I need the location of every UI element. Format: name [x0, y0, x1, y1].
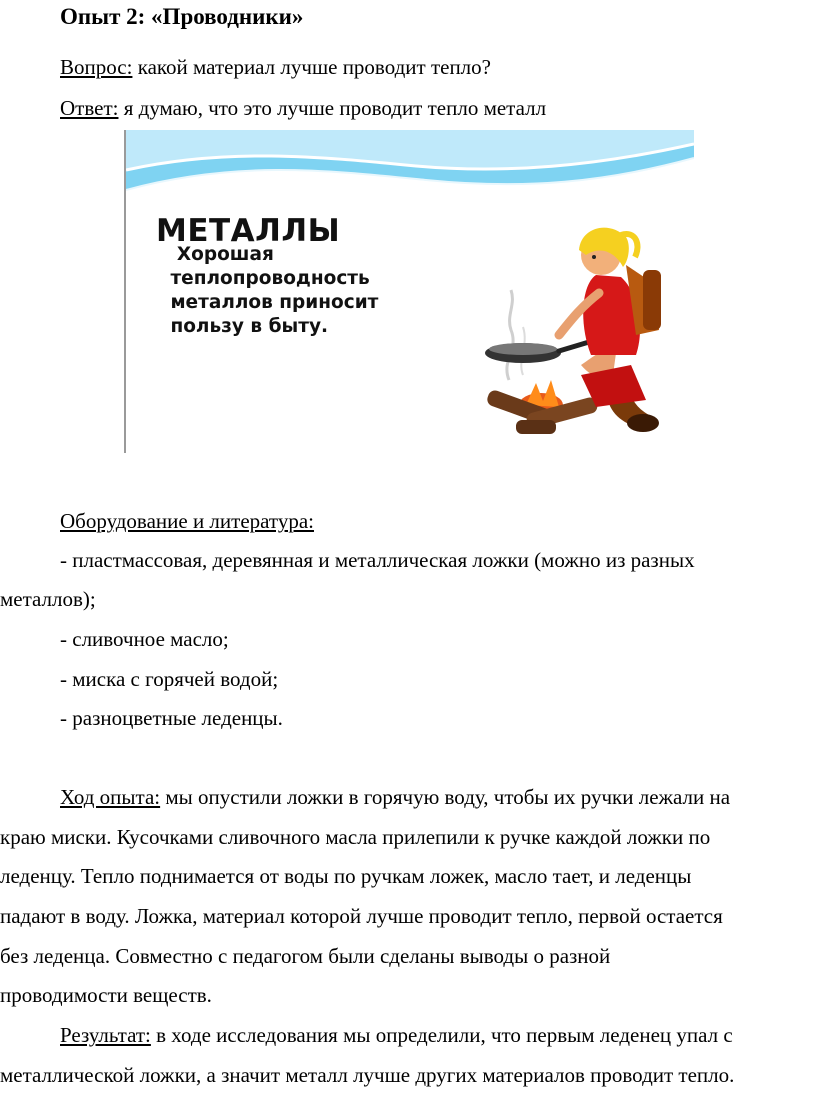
question-label: Вопрос:	[60, 55, 133, 79]
equipment-heading: Оборудование и литература:	[60, 509, 314, 533]
procedure-line	[60, 785, 730, 810]
answer-line	[60, 96, 546, 121]
question-text: какой материал лучше проводит тепло?	[132, 55, 491, 79]
slide-line: металлов приносит	[164, 292, 379, 313]
slide-title: МЕТАЛЛЫ	[156, 213, 341, 249]
result-line	[60, 1023, 733, 1048]
procedure-text: мы опустили ложки в горячую воду, чтобы их ручки лежали на	[160, 785, 731, 809]
equipment-item: - миска с горячей водой;	[60, 667, 279, 691]
result-label: Результат:	[60, 1023, 151, 1047]
slide-text	[164, 243, 378, 339]
question-line	[60, 55, 491, 80]
answer-label: Ответ:	[60, 96, 119, 120]
equipment-item: металлов);	[0, 587, 96, 611]
result-line: металлической ложки, а значит металл лучше других материалов проводит тепло.	[0, 1063, 735, 1087]
slide-line: теплопроводность	[164, 268, 370, 289]
procedure-line: падают в воду. Ложка, материал которой лучше проводит тепло, первой остается	[0, 904, 723, 928]
equipment-item: - разноцветные леденцы.	[60, 706, 283, 730]
result-text: в ходе исследования мы определили, что первым леденец упал с	[150, 1023, 733, 1047]
slide-line: пользу в быту.	[164, 316, 329, 337]
wave-decoration	[126, 130, 694, 210]
procedure-line: краю миски. Кусочками сливочного масла прилепили к ручке каждой ложки по	[0, 825, 711, 849]
cooking-girl-illustration	[431, 215, 681, 450]
equipment-item: - пластмассовая, деревянная и металлическая ложки (можно из разных	[60, 548, 695, 572]
procedure-line: леденцу. Тепло поднимается от воды по ручкам ложек, масло тает, и леденцы	[0, 864, 692, 888]
procedure-label: Ход опыта:	[60, 785, 161, 809]
metals-slide-image	[124, 130, 694, 453]
page-title: Опыт 2: «Проводники»	[60, 4, 304, 29]
slide-line: Хорошая	[164, 244, 274, 265]
procedure-line: проводимости веществ.	[0, 983, 212, 1007]
equipment-item: - сливочное масло;	[60, 627, 229, 651]
procedure-line: без леденца. Совместно с педагогом были сделаны выводы о разной	[0, 944, 611, 968]
answer-text: я думаю, что это лучше проводит тепло металл	[118, 96, 547, 120]
